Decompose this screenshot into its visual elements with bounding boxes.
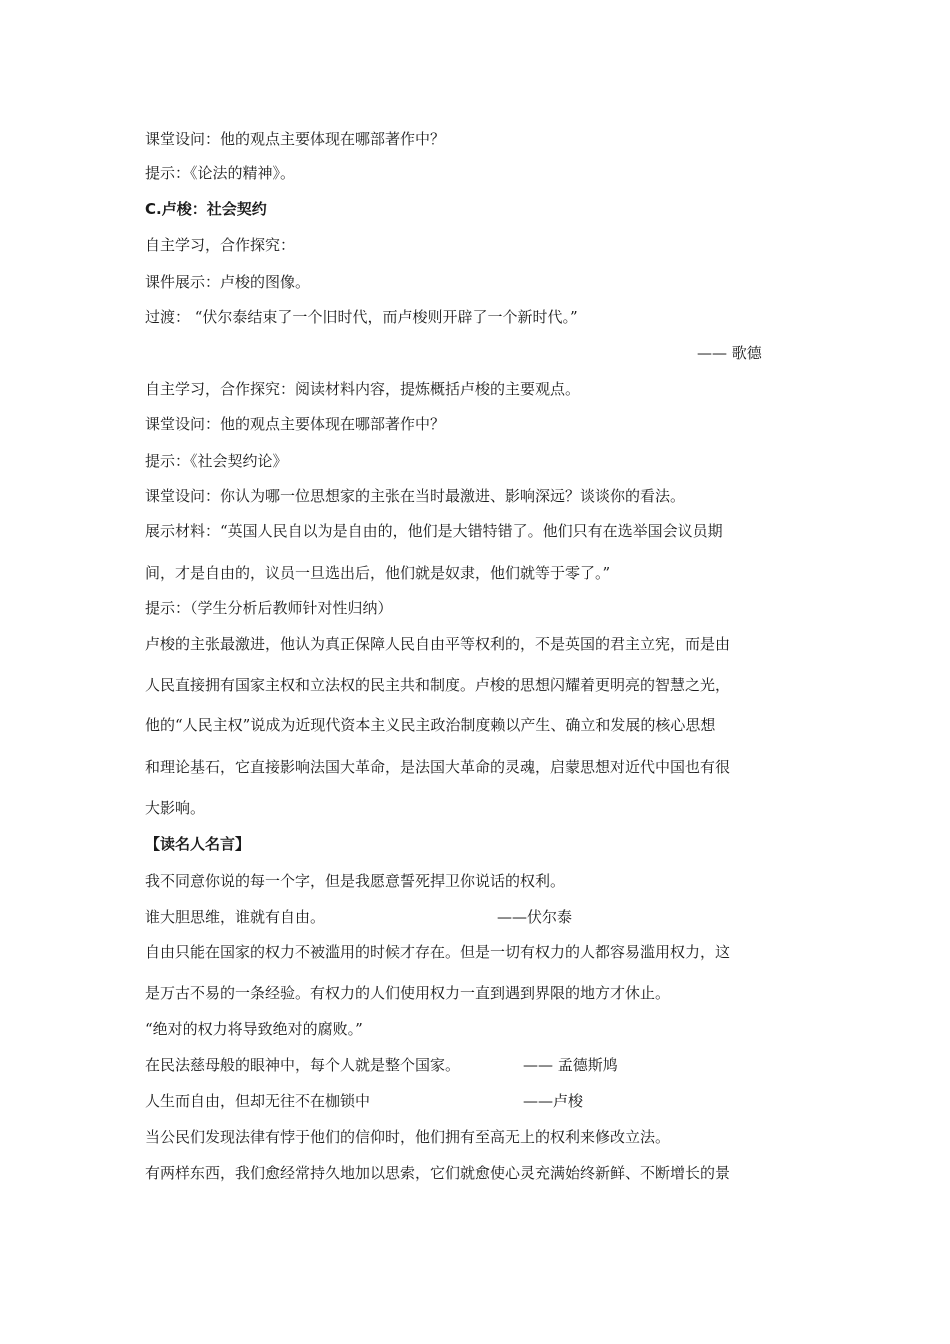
- quote-line: 人生而自由，但却无往不在枷锁中: [145, 1092, 371, 1110]
- text-line: 课堂设问：你认为哪一位思想家的主张在当时最激进、影响深远？谈谈你的看法。: [145, 487, 686, 505]
- text-line: 提示：（学生分析后教师针对性归纳）: [145, 599, 393, 617]
- text-line: 人民直接拥有国家主权和立法权的民主共和制度。卢梭的思想闪耀着更明亮的智慧之光，: [145, 676, 731, 694]
- quote-line: 谁大胆思维，谁就有自由。: [145, 908, 326, 926]
- text-line: 提示：《社会契约论》: [145, 452, 288, 470]
- quote-line: 在民法慈母般的眼神中，每个人就是整个国家。: [145, 1056, 461, 1074]
- text-line: 课件展示：卢梭的图像。: [145, 273, 311, 291]
- text-line: 过渡： “伏尔泰结束了一个旧时代，而卢梭则开辟了一个新时代。”: [145, 308, 578, 326]
- attribution: ——伏尔泰: [497, 908, 573, 926]
- quote-line: 是万古不易的一条经验。有权力的人们使用权力一直到遇到界限的地方才休止。: [145, 984, 671, 1002]
- section-heading: 【读名人名言】: [145, 835, 251, 853]
- text-line: 展示材料：“英国人民自以为是自由的，他们是大错特错了。他们只有在选举国会议员期: [145, 522, 723, 540]
- text-line: 大影响。: [145, 799, 206, 817]
- section-heading: C.卢梭：社会契约: [145, 200, 267, 218]
- text-line: 课堂设问：他的观点主要体现在哪部著作中？: [145, 130, 446, 148]
- attribution: —— 歌德: [697, 344, 762, 362]
- text-line: 提示：《论法的精神》。: [145, 164, 296, 182]
- quote-line: 当公民们发现法律有悖于他们的信仰时，他们拥有至高无上的权利来修改立法。: [145, 1128, 671, 1146]
- text-line: 自主学习，合作探究：阅读材料内容，提炼概括卢梭的主要观点。: [145, 380, 581, 398]
- attribution: ——卢梭: [523, 1092, 584, 1110]
- quote-line: 自由只能在国家的权力不被滥用的时候才存在。但是一切有权力的人都容易滥用权力，这: [145, 943, 731, 961]
- text-line: 自主学习，合作探究：: [145, 236, 296, 254]
- quote-line: “绝对的权力将导致绝对的腐败。”: [145, 1020, 363, 1038]
- text-line: 课堂设问：他的观点主要体现在哪部著作中？: [145, 415, 446, 433]
- text-line: 卢梭的主张最激进，他认为真正保障人民自由平等权利的，不是英国的君主立宪，而是由: [145, 635, 731, 653]
- text-line: 间，才是自由的，议员一旦选出后，他们就是奴隶，他们就等于零了。”: [145, 564, 611, 582]
- text-line: 和理论基石，它直接影响法国大革命，是法国大革命的灵魂，启蒙思想对近代中国也有很: [145, 758, 731, 776]
- attribution: —— 孟德斯鸠: [523, 1056, 618, 1074]
- quote-line: 有两样东西，我们愈经常持久地加以思索，它们就愈使心灵充满始终新鲜、不断增长的景: [145, 1164, 731, 1182]
- quote-line: 我不同意你说的每一个字，但是我愿意誓死捍卫你说话的权利。: [145, 872, 566, 890]
- text-line: 他的“人民主权”说成为近现代资本主义民主政治制度赖以产生、确立和发展的核心思想: [145, 716, 716, 734]
